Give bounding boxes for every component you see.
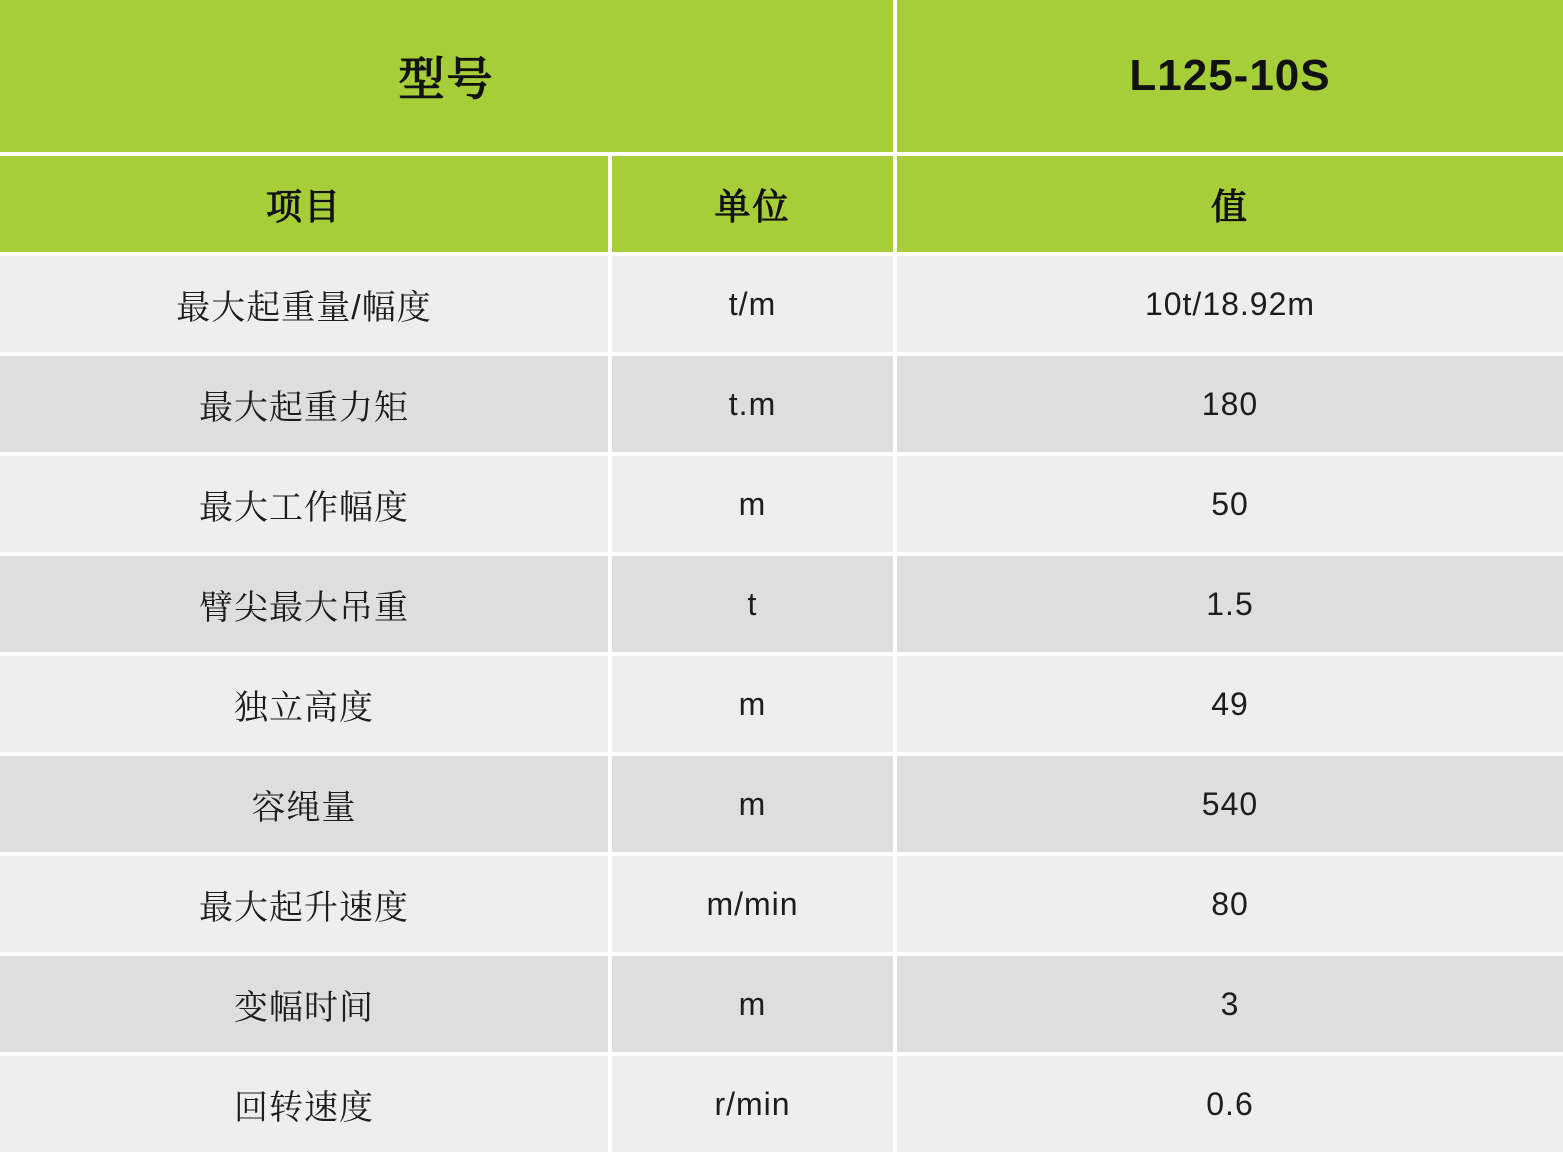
row-unit: t/m [610,254,895,354]
row-item: 独立高度 [0,654,610,754]
row-item: 最大起升速度 [0,854,610,954]
row-unit: m [610,454,895,554]
table-row [0,354,1563,454]
table-row [0,454,1563,554]
table-title-row [0,0,1563,154]
row-item: 容绳量 [0,754,610,854]
column-header-item: 项目 [0,154,610,254]
row-item: 臂尖最大吊重 [0,554,610,654]
model-label: 型号 [0,0,895,154]
row-item: 最大起重力矩 [0,354,610,454]
row-unit: t.m [610,354,895,454]
table-row [0,654,1563,754]
row-value: 80 [895,854,1563,954]
table-row [0,754,1563,854]
table-row [0,554,1563,654]
row-unit: m/min [610,854,895,954]
table-header-row [0,154,1563,254]
row-unit: m [610,754,895,854]
row-value: 50 [895,454,1563,554]
row-item: 变幅时间 [0,954,610,1054]
table-row [0,854,1563,954]
row-value: 1.5 [895,554,1563,654]
row-value: 49 [895,654,1563,754]
row-unit: m [610,954,895,1054]
row-unit: t [610,554,895,654]
row-value: 540 [895,754,1563,854]
table-row [0,254,1563,354]
column-header-unit: 单位 [610,154,895,254]
row-value: 180 [895,354,1563,454]
row-unit: m [610,654,895,754]
table-row [0,954,1563,1054]
row-value: 0.6 [895,1054,1563,1152]
row-value: 3 [895,954,1563,1054]
row-unit: r/min [610,1054,895,1152]
column-header-value: 值 [895,154,1563,254]
row-item: 最大起重量/幅度 [0,254,610,354]
row-value: 10t/18.92m [895,254,1563,354]
model-value: L125-10S [895,0,1563,154]
table-row [0,1054,1563,1152]
row-item: 最大工作幅度 [0,454,610,554]
row-item: 回转速度 [0,1054,610,1152]
